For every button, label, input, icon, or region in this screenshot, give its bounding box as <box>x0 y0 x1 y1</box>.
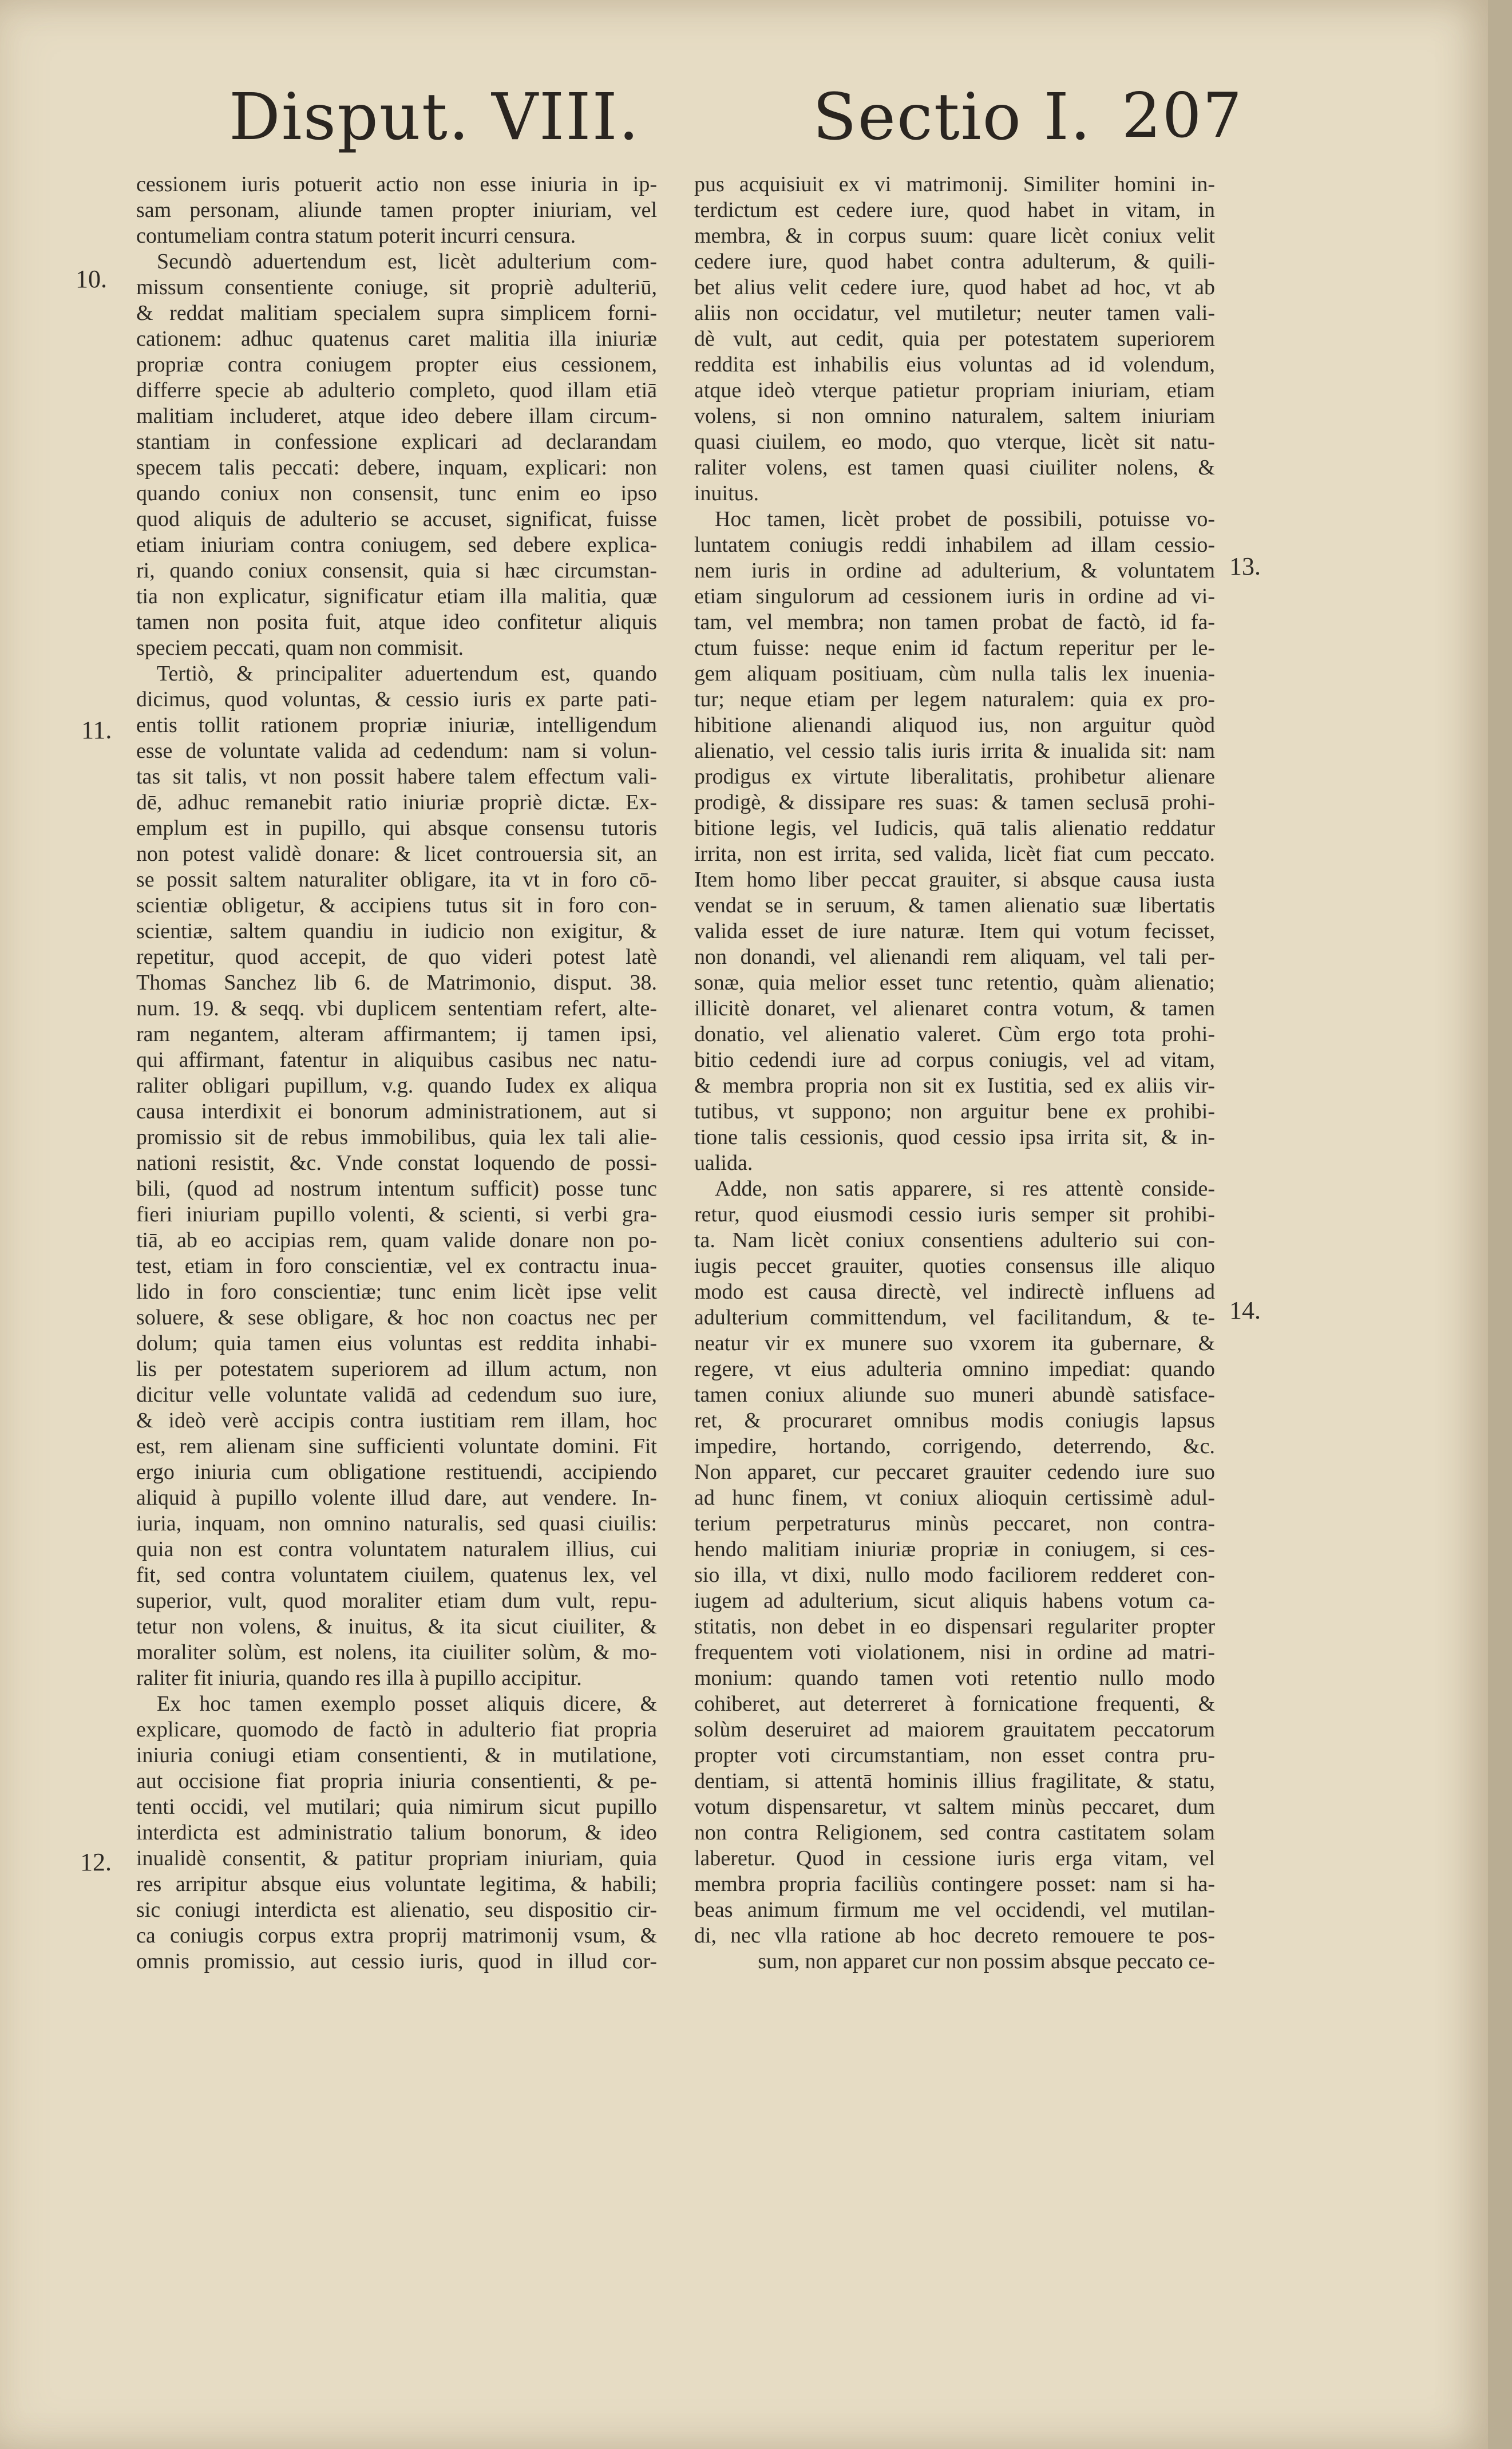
text-line: esse de voluntate valida ad cedendum: nam si volun- <box>136 739 657 763</box>
text-line: ualida. <box>694 1151 753 1175</box>
margin-number: 10. <box>76 265 107 293</box>
text-line: reddita est inhabilis eius voluntas ad id volendum, <box>694 353 1215 377</box>
text-line: omnis promissio, aut cessio iuris, quod in illud cor- <box>136 1949 657 1973</box>
running-header <box>0 80 1488 177</box>
text-line: raliter fit iniuria, quando res illa à pupillo accipitur. <box>136 1666 582 1690</box>
text-line: stitatis, non debet in eo dispensari regulariter propter <box>694 1615 1215 1639</box>
text-line: adulterium committendum, vel facilitandum, & te- <box>694 1305 1215 1330</box>
text-line: tetur non volens, & inuitus, & ita sicut ciuiliter, & <box>136 1615 657 1639</box>
text-line: dicimus, quod voluntas, & cessio iuris ex parte pati- <box>136 687 657 711</box>
text-line: cationem: adhuc quatenus caret malitia illa iniuriæ <box>136 327 657 351</box>
text-line: dolum; quia tamen eius voluntas est reddita inhabi- <box>136 1331 657 1355</box>
text-line: emplum est in pupillo, qui absque consensu tutoris <box>136 816 657 840</box>
text-line: fieri iniuriam pupillo volenti, & scienti, si verbi gra- <box>136 1202 657 1227</box>
text-line: speciem peccati, quam non commisit. <box>136 636 464 660</box>
text-line: Ex hoc tamen exemplo posset aliquis dicere, & <box>157 1692 657 1716</box>
text-line: interdicta est administratio talium bonorum, & ideo <box>136 1821 657 1845</box>
text-line: superior, vult, quod moraliter etiam dum vult, repu- <box>136 1589 657 1613</box>
text-line: qui affirmant, fatentur in aliquibus casibus nec natu- <box>136 1048 657 1072</box>
text-line: aliquid à pupillo volente illud dare, aut vendere. In- <box>136 1486 657 1510</box>
text-line: beas animum firmum me vel occidendi, vel mutilan- <box>694 1898 1215 1922</box>
text-line: etiam singulorum ad cessionem iuris in ordine ad vi- <box>694 584 1215 608</box>
text-line: laberetur. Quod in cessione iuris erga vitam, vel <box>694 1846 1215 1870</box>
text-line: sonæ, quia melior esset tunc retentio, quàm alienatio; <box>694 971 1215 995</box>
text-line: tiā, ab eo accipias rem, quam valide donare non po- <box>136 1228 657 1252</box>
text-line: aliis non occidatur, vel mutiletur; neuter tamen vali- <box>694 301 1215 325</box>
text-line: nationi resistit, &c. Vnde constat loquendo de possi- <box>136 1151 657 1175</box>
text-line: prodigus ex virtute liberalitatis, prohibetur alienare <box>694 765 1215 789</box>
text-line: quasi ciuilem, eo modo, quo vterque, licèt sit natu- <box>694 430 1215 454</box>
text-line: & ideò verè accipis contra iustitiam rem illam, hoc <box>136 1409 657 1433</box>
left-text-column <box>136 172 657 1975</box>
text-line: retur, quod eiusmodi cessio iuris semper sit prohibi- <box>694 1202 1215 1227</box>
text-line: atque ideò vterque patietur propriam iniuriam, etiam <box>694 378 1215 402</box>
text-line: raliter obligari pupillum, v.g. quando Iudex ex aliqua <box>136 1074 657 1098</box>
text-line: ret, & procuraret omnibus modis coniugis lapsus <box>694 1409 1215 1433</box>
text-line: stantiam in confessione explicari ad declarandam <box>136 430 657 454</box>
text-line: terium perpetraturus minùs peccaret, non contra- <box>694 1512 1215 1536</box>
text-line: regere, vt eius adulteria omnino impediat: quando <box>694 1357 1215 1381</box>
text-line: lis per potestatem superiorem ad illum actum, non <box>136 1357 657 1381</box>
text-line: ta. Nam licèt coniux consentiens adulterio sui con- <box>694 1228 1215 1252</box>
text-line: scientiæ obligetur, & accipiens tutus sit in foro con- <box>136 893 657 917</box>
text-line: volens, si non omnino naturalem, saltem iniuriam <box>694 404 1215 428</box>
text-line: differre specie ab adulterio completo, quod illam etiā <box>136 378 657 402</box>
text-line: se possit saltem naturaliter obligare, ita vt in foro cō- <box>136 868 657 892</box>
text-line: iniuria coniugi etiam consentienti, & in mutilatione, <box>136 1743 657 1767</box>
text-line: iugem ad adulterium, sicut aliquis habens votum ca- <box>694 1589 1215 1613</box>
text-line: impedire, hortando, corrigendo, deterrendo, &c. <box>694 1434 1215 1458</box>
text-line: hendo malitiam iniuriæ propriæ in coniugem, si ces- <box>694 1537 1215 1561</box>
text-line: & membra propria non sit ex Iustitia, sed ex aliis vir- <box>694 1074 1215 1098</box>
text-line: ctum fuisse: neque enim id factum reperitur per le- <box>694 636 1215 660</box>
text-line: dicitur velle voluntate validā ad cedendum suo iure, <box>136 1383 657 1407</box>
text-line: ad hunc finem, vt coniux alioquin certissimè adul- <box>694 1486 1215 1510</box>
text-line: lido in foro conscientiæ; tunc enim licèt ipse velit <box>136 1280 657 1304</box>
page-edge <box>1488 0 1512 2449</box>
text-line: tenti occidi, vel mutilari; quia nimirum sicut pupillo <box>136 1795 657 1819</box>
text-line: moraliter solùm, est nolens, ita ciuiliter solùm, & mo- <box>136 1640 657 1664</box>
text-line: dè vult, aut cedit, quia per potestatem superiorem <box>694 327 1215 351</box>
text-line: frequentem voti violationem, nisi in ordine ad matri- <box>694 1640 1215 1664</box>
text-line: bitione legis, vel Iudicis, quā talis alienatio reddatur <box>694 816 1215 840</box>
text-line: ri, quando coniux consensit, quia si hæc circumstan- <box>136 559 657 583</box>
text-line: Hoc tamen, licèt probet de possibili, potuisse vo- <box>715 507 1215 531</box>
text-line: quia non est contra voluntatem naturalem illius, cui <box>136 1537 657 1561</box>
text-line: Adde, non satis apparere, si res attentè conside- <box>715 1177 1215 1201</box>
text-line: di, nec vlla ratione ab hoc decreto remouere te pos- <box>694 1924 1215 1948</box>
text-line: res arripitur absque eius voluntate legitima, & habili; <box>136 1872 657 1896</box>
text-line: quod aliquis de adulterio se accuset, significat, fuisse <box>136 507 657 531</box>
text-line: hibitione alienandi aliquod ius, non arguitur quòd <box>694 713 1215 737</box>
text-line: bet alius velit cedere iure, quod habet ad hoc, vt ab <box>694 275 1215 299</box>
text-line: alienatio, vel cessio talis iuris irrita & inualida sit: nam <box>694 739 1215 763</box>
text-line: num. 19. & seqq. vbi duplicem sententiam refert, alte- <box>136 996 657 1020</box>
text-line: raliter volens, est tamen quasi ciuiliter nolens, & <box>694 456 1215 480</box>
text-line: Non apparet, cur peccaret grauiter cedendo iure suo <box>694 1460 1215 1484</box>
running-title-left: Disput. VIII. <box>229 80 640 155</box>
text-line: causa interdixit ei bonorum administrationem, aut si <box>136 1099 657 1123</box>
text-line: donatio, vel alienatio valeret. Cùm ergo tota prohi- <box>694 1022 1215 1046</box>
right-text-column <box>694 172 1215 1975</box>
running-title-right: Sectio I. <box>813 80 1092 155</box>
text-line: aut occisione fiat propria iniuria consentienti, & pe- <box>136 1769 657 1793</box>
text-line: monium: quando tamen voti retentio nullo modo <box>694 1666 1215 1690</box>
text-line: sic coniugi interdicta est alienatio, seu dispositio cir- <box>136 1898 657 1922</box>
text-line: soluere, & sese obligare, & hoc non coactus nec per <box>136 1305 657 1330</box>
text-line: promissio sit de rebus immobilibus, quia lex tali alie- <box>136 1125 657 1149</box>
text-line: malitiam includeret, atque ideo debere illam circum- <box>136 404 657 428</box>
text-line: irrita, non est irrita, sed valida, licèt fiat cum peccato. <box>694 842 1215 866</box>
text-line: inualidè consentit, & patitur propriam iniuriam, quia <box>136 1846 657 1870</box>
text-line: cohiberet, aut deterreret à fornicatione frequenti, & <box>694 1692 1215 1716</box>
text-line: fit, sed contra voluntatem ciuilem, quatenus lex, vel <box>136 1563 657 1587</box>
text-line: etiam iniuriam contra coniugem, sed debere explica- <box>136 533 657 557</box>
text-line: iuria, inquam, non omnino naturalis, sed quasi ciuilis: <box>136 1512 657 1536</box>
text-line: non potest validè donare: & licet controuersia sit, an <box>136 842 657 866</box>
text-line: iugis peccet grauiter, quoties consensus ille aliquo <box>694 1254 1215 1278</box>
text-line: ergo iniuria cum obligatione restituendi, accipiendo <box>136 1460 657 1484</box>
text-line: explicare, quomodo de factò in adulterio fiat propria <box>136 1718 657 1742</box>
text-line: prodigè, & dissipare res suas: & tamen seclusā prohi- <box>694 790 1215 814</box>
text-line: solùm deseruiret ad maiorem grauitatem peccatorum <box>694 1718 1215 1742</box>
text-line: test, etiam in foro conscientiæ, vel ex contractu inua- <box>136 1254 657 1278</box>
text-line: ram negantem, alteram affirmantem; ij tamen ipsi, <box>136 1022 657 1046</box>
text-line: vendat se in seruum, & tamen alienatio suæ libertatis <box>694 893 1215 917</box>
page-number: 207 <box>1122 80 1244 152</box>
text-line: propriæ contra coniugem propter eius cessionem, <box>136 353 657 377</box>
catchword: sum, non apparet cur non possim absque peccato ce- <box>758 1949 1215 1973</box>
text-line: valida esset de iure naturæ. Item qui votum fecisset, <box>694 919 1215 943</box>
text-line: missum consentiente coniuge, sit propriè adulteriū, <box>136 275 657 299</box>
margin-number: 13. <box>1229 552 1261 580</box>
text-line: ca coniugis corpus extra proprij matrimonij vsum, & <box>136 1924 657 1948</box>
text-line: pus acquisiuit ex vi matrimonij. Similiter homini in- <box>694 172 1215 196</box>
text-line: non donandi, vel alienandi rem aliquam, vel tali per- <box>694 945 1215 969</box>
text-line: terdictum est cedere iure, quod habet in vitam, in <box>694 198 1215 222</box>
text-line: quando coniux non consensit, tunc enim eo ipso <box>136 481 657 505</box>
text-line: neatur vir ex munere suo vxorem ita gubernare, & <box>694 1331 1215 1355</box>
text-line: bitio cedendi iure ad corpus coniugis, vel ad vitam, <box>694 1048 1215 1072</box>
text-line: bili, (quod ad nostrum intentum sufficit) posse tunc <box>136 1177 657 1201</box>
text-line: dē, adhuc remanebit ratio iniuriæ propriè dictæ. Ex- <box>136 790 657 814</box>
text-line: tamen non posita fuit, atque ideo confitetur aliquis <box>136 610 657 634</box>
text-line: membra, & in corpus suum: quare licèt coniux velit <box>694 224 1215 248</box>
text-line: tia non explicatur, significatur etiam illa malitia, quæ <box>136 584 657 608</box>
text-line: cedere iure, quod habet contra adulterum, & quili- <box>694 250 1215 274</box>
text-line: sam personam, aliunde tamen propter iniuriam, vel <box>136 198 657 222</box>
margin-number: 11. <box>81 716 112 744</box>
text-line: votum dispensaretur, vt saltem minùs peccaret, dum <box>694 1795 1215 1819</box>
text-line: membra propria faciliùs contingere posset: nam si ha- <box>694 1872 1215 1896</box>
margin-number: 12. <box>80 1848 112 1876</box>
text-line: contumeliam contra statum poterit incurri censura. <box>136 224 576 248</box>
text-line: cessionem iuris potuerit actio non esse iniuria in ip- <box>136 172 657 196</box>
text-line: propter voti circumstantiam, non esset contra pru- <box>694 1743 1215 1767</box>
text-line: Secundò aduertendum est, licèt adulterium com- <box>157 250 657 274</box>
text-line: scientiæ, saltem quandiu in iudicio non exigitur, & <box>136 919 657 943</box>
text-line: gem aliquam positiuam, cùm nulla talis lex inuenia- <box>694 662 1215 686</box>
text-line: entis tollit rationem propriæ iniuriæ, intelligendum <box>136 713 657 737</box>
text-line: tutibus, vt suppono; non arguitur bene ex prohibi- <box>694 1099 1215 1123</box>
text-line: Tertiò, & principaliter aduertendum est, quando <box>157 662 657 686</box>
text-line: specem talis peccati: debere, inquam, explicari: non <box>136 456 657 480</box>
text-line: sio illa, vt dixi, nullo modo faciliorem redderet con- <box>694 1563 1215 1587</box>
text-line: Item homo liber peccat grauiter, si absque causa iusta <box>694 868 1215 892</box>
text-line: non contra Religionem, sed contra castitatem solam <box>694 1821 1215 1845</box>
text-line: nem iuris in ordine ad adulterium, & voluntatem <box>694 559 1215 583</box>
text-line: tione talis cessionis, quod cessio ipsa irrita sit, & in- <box>694 1125 1215 1149</box>
text-line: repetitur, quod accepit, de quo videri potest latè <box>136 945 657 969</box>
text-line: dentiam, si attentā hominis illius fragilitate, & statu, <box>694 1769 1215 1793</box>
text-line: Thomas Sanchez lib 6. de Matrimonio, disput. 38. <box>136 971 657 995</box>
text-line: luntatem coniugis reddi inhabilem ad illam cessio- <box>694 533 1215 557</box>
margin-number: 14. <box>1229 1296 1261 1324</box>
text-line: modo est causa directè, vel indirectè influens ad <box>694 1280 1215 1304</box>
text-line: tamen coniux aliunde suo muneri abundè satisface- <box>694 1383 1215 1407</box>
text-line: tur; neque etiam per legem naturalem: quia ex pro- <box>694 687 1215 711</box>
text-line: & reddat malitiam specialem supra simplicem forni- <box>136 301 657 325</box>
text-line: est, rem alienam sine sufficienti voluntate domini. Fit <box>136 1434 657 1458</box>
text-line: inuitus. <box>694 481 759 505</box>
text-line: tas sit talis, vt non possit habere talem effectum vali- <box>136 765 657 789</box>
text-line: illicitè donaret, vel alienaret contra votum, & tamen <box>694 996 1215 1020</box>
text-line: tam, vel membra; non tamen probat de factò, id fa- <box>694 610 1215 634</box>
